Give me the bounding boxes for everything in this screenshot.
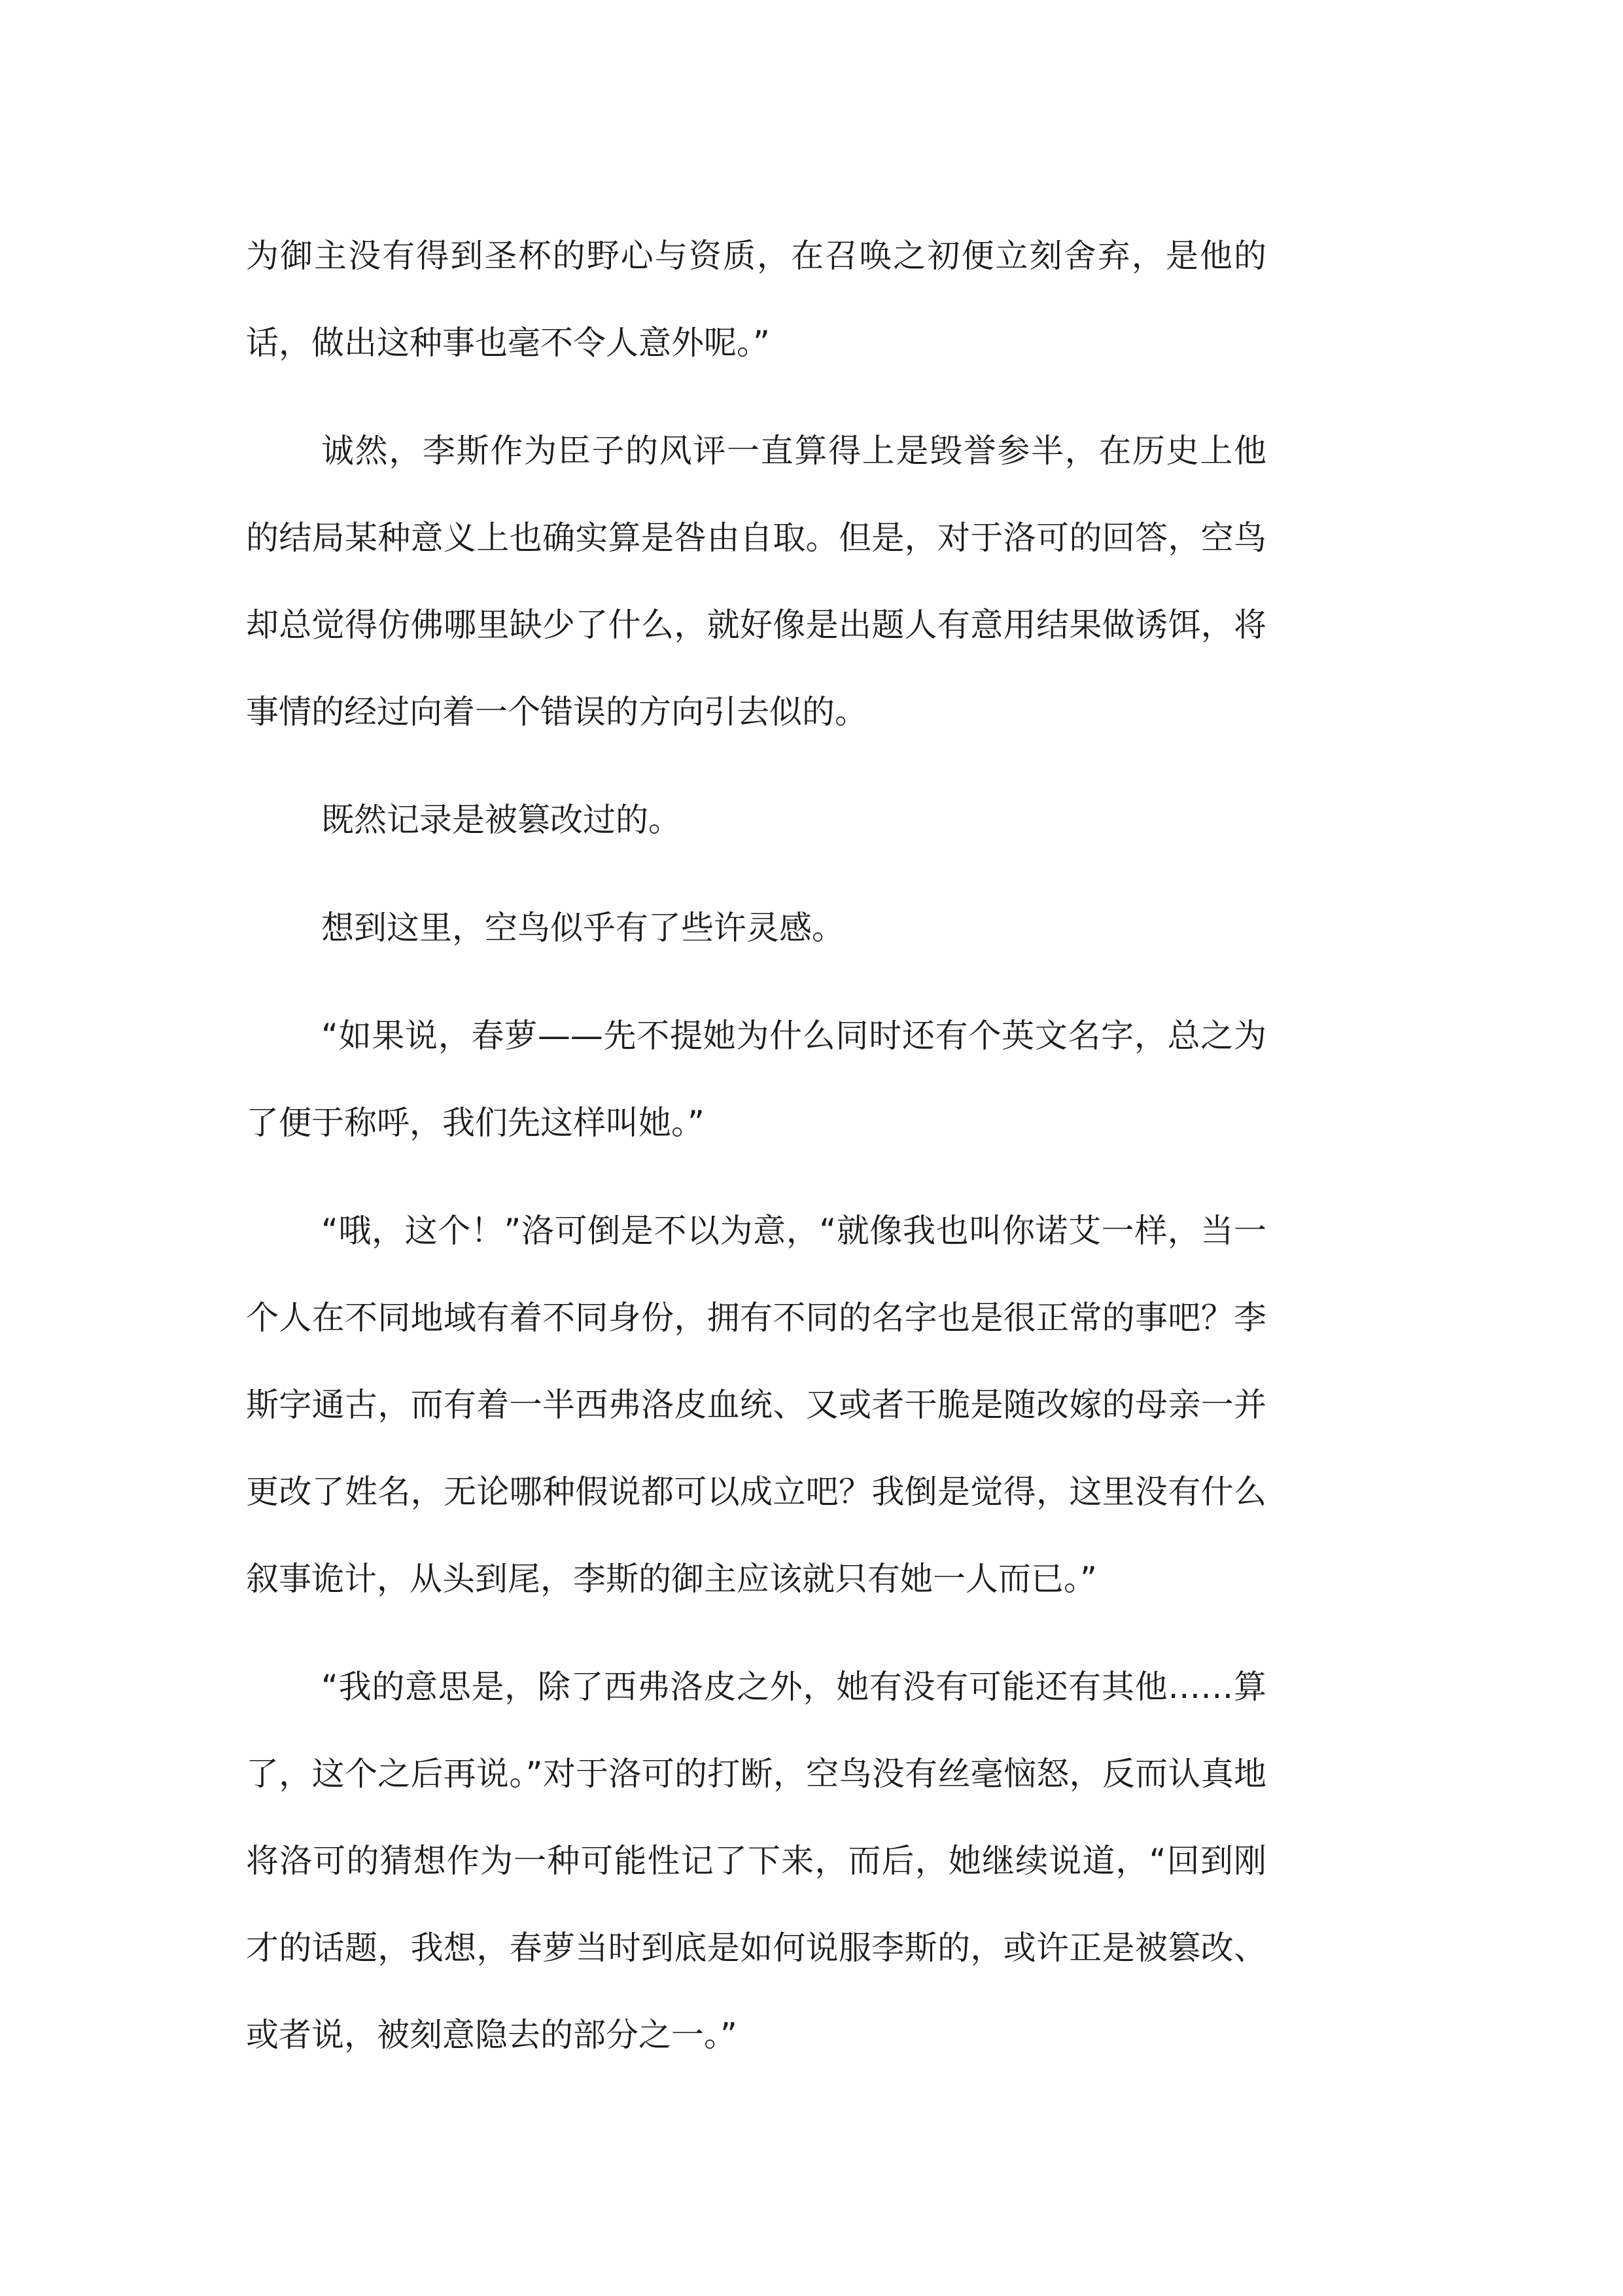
paragraph-7: “我的意思是，除了西弗洛皮之外，她有没有可能还有其他……算了，这个之后再说。”对于洛可的打断，空鸟没有丝毫恼怒，反而认真地将洛可的猜想作为一种可能性记了下来，而后，她继续说道，“回到刚才的话题，我想，春萝当时到底是如何说服李斯的，或许正是被篡改、或者说，被刻意隐去的部分之一。” (246, 1668, 1266, 2054)
paragraph-1: 为御主没有得到圣杯的野心与资质，在召唤之初便立刻舍弃，是他的话，做出这种事也毫不令人意外呢。” (246, 237, 1266, 362)
paragraph-6: “哦，这个！”洛可倒是不以为意，“就像我也叫你诺艾一样，当一个人在不同地域有着不同身份，拥有不同的名字也是很正常的事吧？李斯字通古，而有着一半西弗洛皮血统、又或者干脆是随改嫁的母亲一并更改了姓名，无论哪种假说都可以成立吧？我倒是觉得，这里没有什么叙事诡计，从头到尾，李斯的御主应该就只有她一人而已。” (246, 1212, 1266, 1598)
paragraph-3: 既然记录是被篡改过的。 (321, 801, 681, 839)
text-body (246, 213, 1266, 2100)
paragraph-2: 诚然，李斯作为臣子的风评一直算得上是毁誉参半，在历史上他的结局某种意义上也确实算是咎由自取。但是，对于洛可的回答，空鸟却总觉得仿佛哪里缺少了什么，就好像是出题人有意用结果做诱饵，将事情的经过向着一个错误的方向引去似的。 (246, 432, 1266, 731)
paragraph-5: “如果说，春萝——先不提她为什么同时还有个英文名字，总之为了便于称呼，我们先这样叫她。” (246, 1017, 1266, 1142)
paragraph-4: 想到这里，空鸟似乎有了些许灵感。 (321, 909, 845, 947)
